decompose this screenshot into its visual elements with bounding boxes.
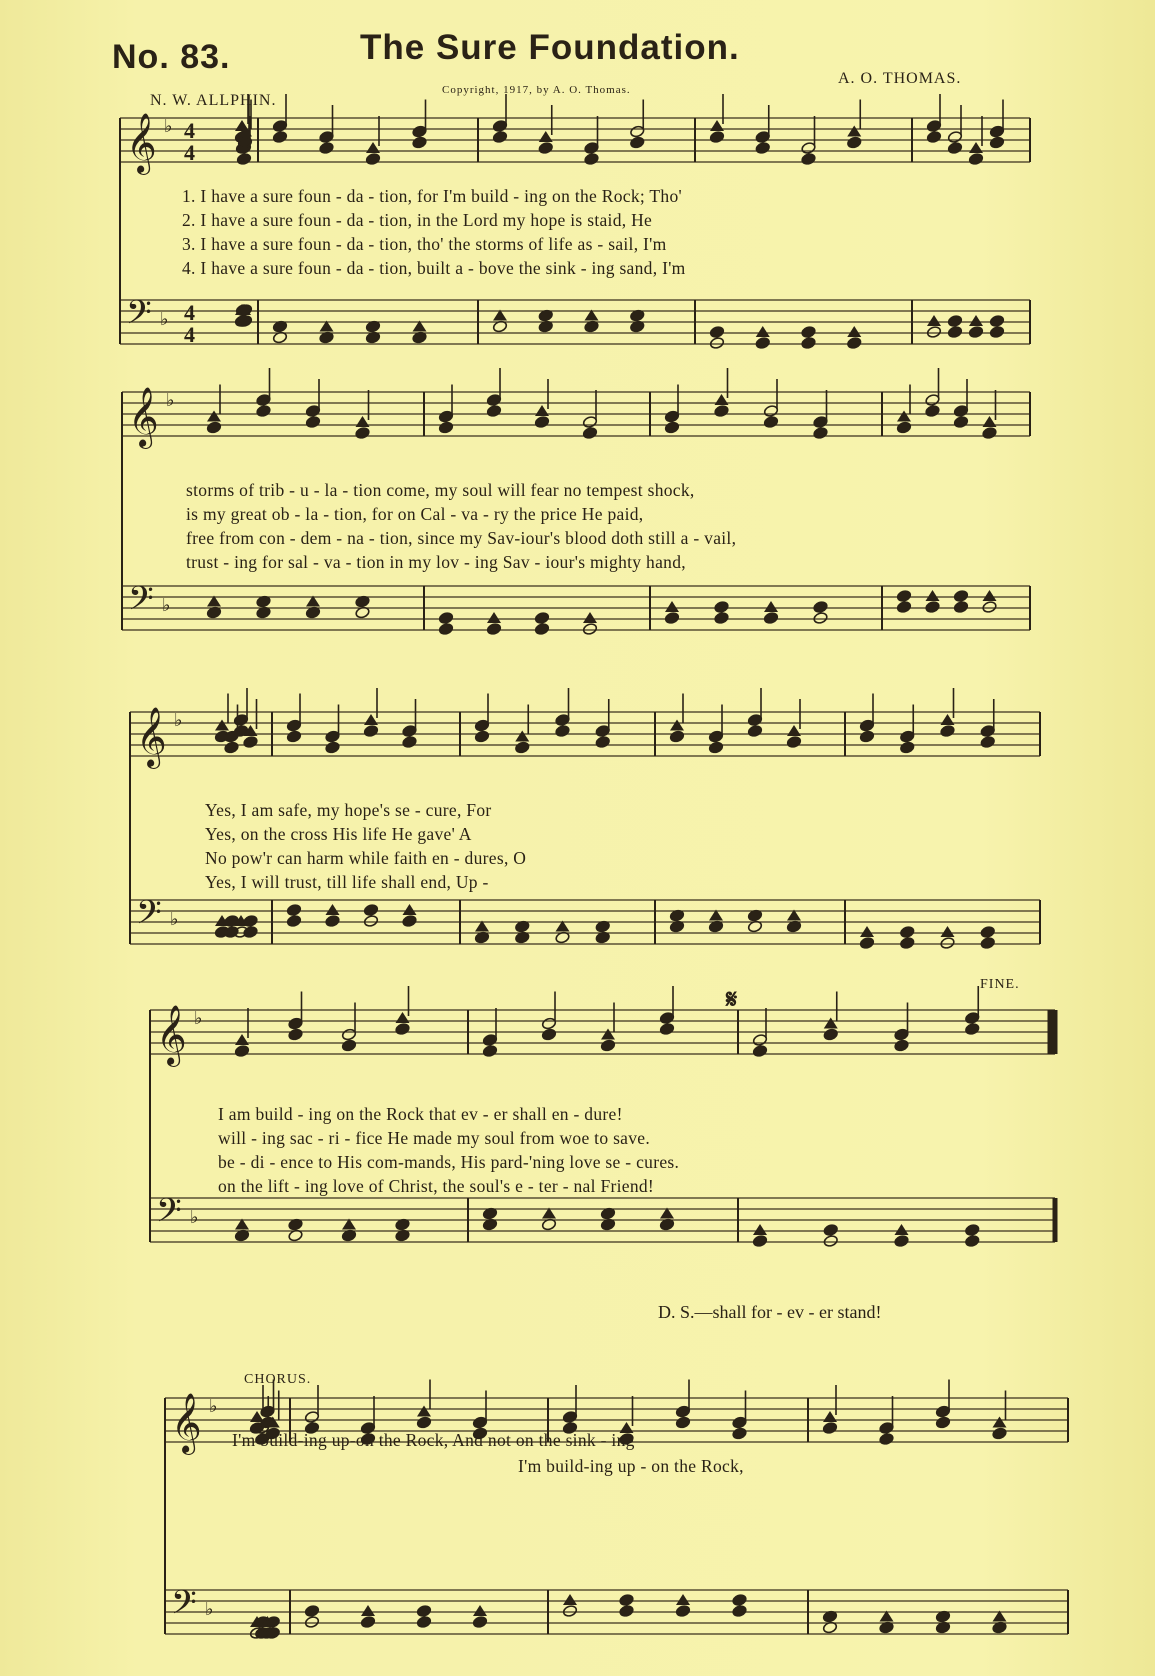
notehead xyxy=(823,1223,838,1236)
treble-staff xyxy=(120,118,1030,162)
notehead xyxy=(896,600,911,613)
notehead xyxy=(595,735,610,748)
shape-note xyxy=(403,904,417,915)
bass-staff xyxy=(150,1198,1055,1242)
shape-note xyxy=(969,315,983,326)
notehead xyxy=(474,730,489,743)
notehead xyxy=(732,1604,747,1617)
bass-staff xyxy=(130,900,1040,944)
notehead xyxy=(555,724,570,737)
composer: A. O. THOMAS. xyxy=(838,70,962,87)
notehead xyxy=(900,741,915,754)
notehead xyxy=(953,600,968,613)
notehead xyxy=(286,903,301,916)
lyric-line: Yes, I will trust, till life shall end, Up - xyxy=(205,872,489,892)
shape-note xyxy=(927,315,941,326)
notehead xyxy=(438,421,453,434)
notehead xyxy=(925,600,940,613)
notehead xyxy=(965,1022,980,1035)
notehead xyxy=(363,914,378,927)
fine-marker: FINE. xyxy=(980,977,1020,992)
lyric-line: 2. I have a sure foun - da - tion, in the Lord my hope is staid, He xyxy=(182,210,653,230)
notehead xyxy=(486,622,501,635)
notehead xyxy=(472,1615,487,1628)
notehead xyxy=(813,600,828,613)
flat-icon: ♭ xyxy=(190,1207,199,1228)
notehead xyxy=(438,622,453,635)
notehead xyxy=(708,741,723,754)
notehead xyxy=(925,404,940,417)
notehead xyxy=(755,141,770,154)
bass-staff xyxy=(165,1590,1068,1634)
notehead xyxy=(982,600,997,613)
lyric-line: trust - ing for sal - va - tion in my lov - ing Sav - iour's mighty hand, xyxy=(186,552,686,572)
shape-note xyxy=(366,142,380,153)
notehead xyxy=(534,611,549,624)
notehead xyxy=(305,415,320,428)
copyright-notice: Copyright, 1917, by A. O. Thomas. xyxy=(442,84,631,96)
lyric-line: storms of trib - u - la - tion come, my soul will fear no tempest shock, xyxy=(186,480,695,500)
notehead xyxy=(272,130,287,143)
shape-note xyxy=(753,1224,767,1235)
notehead xyxy=(752,1234,767,1247)
flat-icon: ♭ xyxy=(205,1599,214,1620)
shape-note xyxy=(583,612,597,623)
notehead xyxy=(709,336,724,349)
time-signature: 4 xyxy=(184,140,195,165)
bass-clef-icon: 𝄢 xyxy=(156,1192,182,1238)
treble-clef-icon: 𝄞 xyxy=(156,1005,187,1065)
notehead xyxy=(582,622,597,635)
flat-icon: ♭ xyxy=(166,390,175,411)
notehead xyxy=(801,325,816,338)
time-signature: 4 xyxy=(184,118,195,143)
shape-note xyxy=(670,720,684,731)
bass-clef-icon: 𝄢 xyxy=(136,894,162,940)
notehead xyxy=(822,1421,837,1434)
notehead xyxy=(675,1416,690,1429)
shape-note xyxy=(601,1029,615,1040)
lyric-line: is my great ob - la - tion, for on Cal - va - ry the price He paid, xyxy=(186,504,644,524)
notehead xyxy=(534,415,549,428)
shape-note xyxy=(665,601,679,612)
notehead xyxy=(747,724,762,737)
notehead xyxy=(847,336,862,349)
flat-icon: ♭ xyxy=(164,116,173,137)
notehead xyxy=(982,426,997,439)
flat-icon: ♭ xyxy=(209,1396,218,1417)
notehead xyxy=(584,152,599,165)
notehead xyxy=(709,325,724,338)
flat-icon: ♭ xyxy=(162,595,171,616)
notehead xyxy=(859,730,874,743)
notehead xyxy=(304,1615,319,1628)
notehead xyxy=(953,589,968,602)
notehead xyxy=(234,1044,249,1057)
notehead xyxy=(896,421,911,434)
notehead xyxy=(732,1593,747,1606)
notehead xyxy=(319,141,334,154)
shape-note xyxy=(941,714,955,725)
notehead xyxy=(763,415,778,428)
notehead xyxy=(365,152,380,165)
notehead xyxy=(968,325,983,338)
notehead xyxy=(732,1427,747,1440)
shape-note xyxy=(356,416,370,427)
notehead xyxy=(659,1022,674,1035)
shape-note xyxy=(417,1406,431,1417)
treble-clef-icon: 𝄞 xyxy=(171,1393,202,1453)
treble-clef-icon: 𝄞 xyxy=(126,113,157,173)
shape-note xyxy=(361,1605,375,1616)
notehead xyxy=(894,1234,909,1247)
bass-staff xyxy=(122,586,1030,630)
notehead xyxy=(256,404,271,417)
notehead xyxy=(288,1028,303,1041)
notehead xyxy=(926,130,941,143)
segno-sign: 𝄋 xyxy=(726,985,738,1014)
notehead xyxy=(630,136,645,149)
notehead xyxy=(534,622,549,635)
notehead xyxy=(980,735,995,748)
chorus-lyric-line: I'm build-ing up - on the Rock, xyxy=(518,1456,744,1476)
notehead xyxy=(416,1604,431,1617)
notehead xyxy=(363,903,378,916)
flat-icon: ♭ xyxy=(160,309,169,330)
notehead xyxy=(541,1028,556,1041)
notehead xyxy=(879,1432,894,1445)
treble-clef-icon: 𝄞 xyxy=(128,387,159,447)
notehead xyxy=(714,404,729,417)
notehead xyxy=(325,914,340,927)
notehead xyxy=(989,136,1004,149)
notehead xyxy=(286,730,301,743)
notehead xyxy=(813,611,828,624)
notehead xyxy=(515,741,530,754)
notehead xyxy=(965,1234,980,1247)
notehead xyxy=(355,426,370,439)
shape-note xyxy=(847,326,861,337)
notehead xyxy=(940,724,955,737)
shape-note xyxy=(823,1411,837,1422)
notehead xyxy=(438,611,453,624)
shape-note xyxy=(207,411,221,422)
notehead xyxy=(486,404,501,417)
notehead xyxy=(538,141,553,154)
time-signature: 4 xyxy=(184,322,195,347)
shape-note xyxy=(539,131,553,142)
shape-note xyxy=(756,326,770,337)
notehead xyxy=(304,1604,319,1617)
notehead xyxy=(675,1604,690,1617)
notehead xyxy=(847,136,862,149)
notehead xyxy=(752,1044,767,1057)
shape-note xyxy=(926,590,940,601)
lyric-line: 3. I have a sure foun - da - tion, tho' the storms of life as - sail, I'm xyxy=(182,234,667,254)
notehead xyxy=(859,936,874,949)
shape-note xyxy=(860,926,874,937)
lyric-line: be - di - ence to His com-mands, His pard-'ning love se - cures. xyxy=(218,1152,680,1172)
notehead xyxy=(619,1593,634,1606)
notehead xyxy=(482,1044,497,1057)
notehead xyxy=(363,724,378,737)
notehead xyxy=(940,936,955,949)
notehead xyxy=(416,1416,431,1429)
treble-clef-icon: 𝄞 xyxy=(136,707,167,767)
notehead xyxy=(935,1416,950,1429)
chorus-marker: CHORUS. xyxy=(244,1372,312,1387)
shape-note xyxy=(473,1605,487,1616)
notehead xyxy=(900,925,915,938)
notehead xyxy=(801,336,816,349)
shape-note xyxy=(764,601,778,612)
notehead xyxy=(325,741,340,754)
notehead xyxy=(341,1039,356,1052)
notehead xyxy=(669,730,684,743)
flat-icon: ♭ xyxy=(174,710,183,731)
lyric-line: Yes, on the cross His life He gave' A xyxy=(205,824,472,844)
shape-note xyxy=(364,714,378,725)
notehead xyxy=(992,1427,1007,1440)
lyric-line: will - ing sac - ri - fice He made my soul from woe to save. xyxy=(218,1128,651,1148)
shape-note xyxy=(941,926,955,937)
notehead xyxy=(395,1022,410,1035)
shape-note xyxy=(487,612,501,623)
notehead xyxy=(243,735,258,748)
shape-note xyxy=(396,1012,410,1023)
bass-clef-icon: 𝄢 xyxy=(171,1584,197,1630)
lyric-line: 4. I have a sure foun - da - tion, built a - bove the sink - ing sand, I'm xyxy=(182,258,686,278)
shape-note xyxy=(215,720,229,731)
hymn-number: No. 83. xyxy=(112,38,231,76)
lyric-line: free from con - dem - na - tion, since my Sav-iour's blood doth still a - vail, xyxy=(186,528,737,548)
notehead xyxy=(360,1615,375,1628)
shape-note xyxy=(895,1224,909,1235)
notehead xyxy=(965,1223,980,1236)
shape-note xyxy=(983,590,997,601)
shape-note xyxy=(235,1034,249,1045)
notehead xyxy=(619,1604,634,1617)
notehead xyxy=(492,130,507,143)
notehead xyxy=(286,914,301,927)
shape-note xyxy=(326,904,340,915)
shape-note xyxy=(515,731,529,742)
shape-note xyxy=(715,394,729,405)
notehead xyxy=(402,914,417,927)
bass-clef-icon: 𝄢 xyxy=(126,294,152,340)
notehead xyxy=(664,611,679,624)
time-signature: 4 xyxy=(184,300,195,325)
lyricist: N. W. ALLPHIN. xyxy=(150,92,277,109)
notehead xyxy=(763,611,778,624)
shape-note xyxy=(983,416,997,427)
notehead xyxy=(600,1039,615,1052)
bass-clef-icon: 𝄢 xyxy=(128,580,154,626)
notehead xyxy=(926,325,941,338)
notehead xyxy=(896,589,911,602)
hymn-title: The Sure Foundation. xyxy=(360,28,740,67)
notehead xyxy=(236,152,251,165)
notehead xyxy=(968,152,983,165)
lyric-line: No pow'r can harm while faith en - dures, O xyxy=(205,848,527,868)
notehead xyxy=(894,1039,909,1052)
dal-segno-lyric: D. S.—shall for - ev - er stand! xyxy=(658,1302,882,1322)
notehead xyxy=(206,421,221,434)
notehead xyxy=(412,136,427,149)
shape-note xyxy=(847,126,861,137)
notehead xyxy=(786,735,801,748)
notehead xyxy=(980,925,995,938)
lyric-line: 1. I have a sure foun - da - tion, for I'm build - ing on the Rock; Tho' xyxy=(182,186,682,206)
notehead xyxy=(714,611,729,624)
notehead xyxy=(947,141,962,154)
notehead xyxy=(714,600,729,613)
shape-note xyxy=(969,142,983,153)
chorus-lyric-line: I'm build-ing up-on the Rock, And not on the sink - ing xyxy=(232,1430,635,1450)
lyric-line: Yes, I am safe, my hope's se - cure, For xyxy=(205,800,492,820)
notehead xyxy=(813,426,828,439)
shape-note xyxy=(535,405,549,416)
notehead xyxy=(823,1028,838,1041)
notehead xyxy=(900,936,915,949)
notehead xyxy=(402,735,417,748)
flat-icon: ♭ xyxy=(170,909,179,930)
notehead xyxy=(416,1615,431,1628)
notehead xyxy=(953,415,968,428)
notehead xyxy=(562,1604,577,1617)
flat-icon: ♭ xyxy=(194,1008,203,1029)
shape-note xyxy=(787,725,801,736)
notehead xyxy=(664,421,679,434)
notehead xyxy=(224,741,239,754)
lyric-line: I am build - ing on the Rock that ev - er shall en - dure! xyxy=(218,1104,623,1124)
lyric-line: on the lift - ing love of Christ, the soul's e - ter - nal Friend! xyxy=(218,1176,655,1196)
notehead xyxy=(980,936,995,949)
shape-note xyxy=(897,411,911,422)
notehead xyxy=(801,152,816,165)
shape-note xyxy=(676,1594,690,1605)
notehead xyxy=(989,314,1004,327)
notehead xyxy=(823,1234,838,1247)
shape-note xyxy=(993,1417,1007,1428)
shape-note xyxy=(824,1018,838,1029)
shape-note xyxy=(710,120,724,131)
notehead xyxy=(947,314,962,327)
notehead xyxy=(947,325,962,338)
notehead xyxy=(755,336,770,349)
notehead xyxy=(582,426,597,439)
notehead xyxy=(709,130,724,143)
notehead xyxy=(989,325,1004,338)
shape-note xyxy=(563,1594,577,1605)
bass-staff xyxy=(120,300,1030,344)
